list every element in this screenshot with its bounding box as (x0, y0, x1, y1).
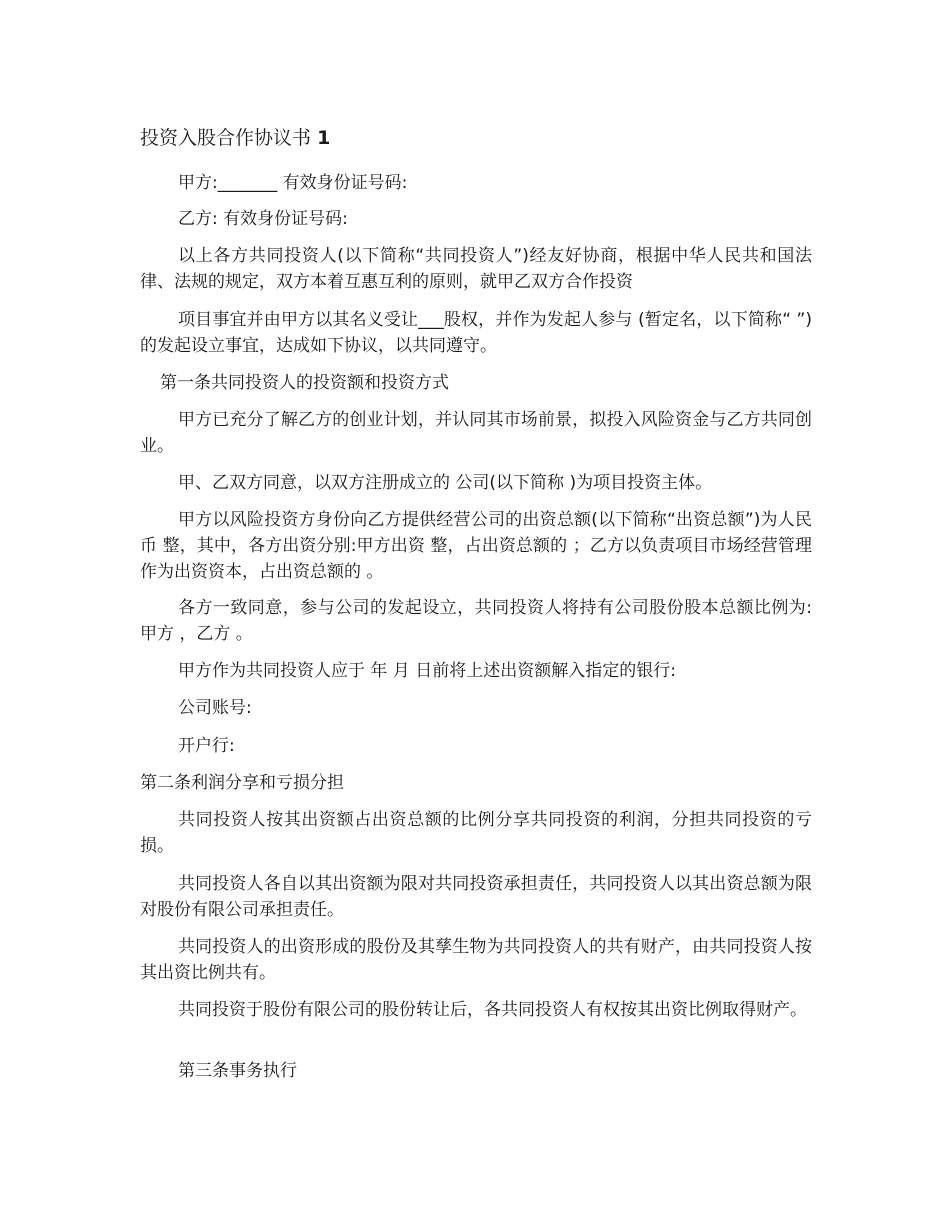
article-2-clause-2: 共同投资人各自以其出资额为限对共同投资承担责任，共同投资人以其出资总额为限对股份有限公司承担责任。 (140, 874, 812, 920)
document-title (140, 124, 330, 152)
article-1-clause-3: 甲方以风险投资方身份向乙方提供经营公司的出资总额(以下简称“出资总额”)为人民币 整，其中，各方出资分别:甲方出资 整，占出资总额的 ；乙方以负责项目市场经营管理作为出资资本，占出资总额的 。 (140, 510, 812, 582)
intro-paragraph: 以上各方共同投资人(以下简称“共同投资人”)经友好协商，根据中华人民共和国法律、法规的规定，双方本着互惠互利的原则，就甲乙双方合作投资 (140, 246, 812, 292)
party-b-line: 乙方: 有效身份证号码: (178, 209, 348, 229)
article-2-clause-1: 共同投资人按其出资额占出资总额的比例分享共同投资的利润，分担共同投资的亏损。 (140, 810, 812, 856)
document-title-text: 投资入股合作协议书 (140, 127, 312, 149)
party-a-line: 甲方:_______ 有效身份证号码: (178, 173, 408, 193)
article-3-heading: 第三条事务执行 (178, 1061, 297, 1081)
article-1-clause-5: 甲方作为共同投资人应于 年 月 日前将上述出资额解入指定的银行: (178, 661, 676, 681)
article-1-clause-1: 甲方已充分了解乙方的创业计划，并认同其市场前景，拟投入风险资金与乙方共同创业。 (140, 410, 812, 456)
article-1-heading: 第一条共同投资人的投资额和投资方式 (160, 373, 449, 393)
company-account-line: 公司账号: (178, 698, 252, 718)
article-2-heading: 第二条利润分享和亏损分担 (140, 773, 344, 793)
article-2-clause-4: 共同投资于股份有限公司的股份转让后，各共同投资人有权按其出资比例取得财产。 (178, 1000, 807, 1020)
opening-bank-line: 开户行: (178, 736, 235, 756)
article-1-clause-4: 各方一致同意，参与公司的发起设立，共同投资人将持有公司股份股本总额比例为:甲方 ，乙方 。 (140, 598, 812, 644)
document-title-number: 1 (317, 127, 331, 149)
article-1-clause-2: 甲、乙双方同意，以双方注册成立的 公司(以下简称 )为项目投资主体。 (178, 473, 713, 493)
project-paragraph: 项目事宜并由甲方以其名义受让___股权，并作为发起人参与 (暂定名，以下简称“ ”)的发起设立事宜，达成如下协议，以共同遵守。 (140, 310, 812, 356)
article-2-clause-3: 共同投资人的出资形成的股份及其孳生物为共同投资人的共有财产，由共同投资人按其出资比例共有。 (140, 937, 812, 983)
